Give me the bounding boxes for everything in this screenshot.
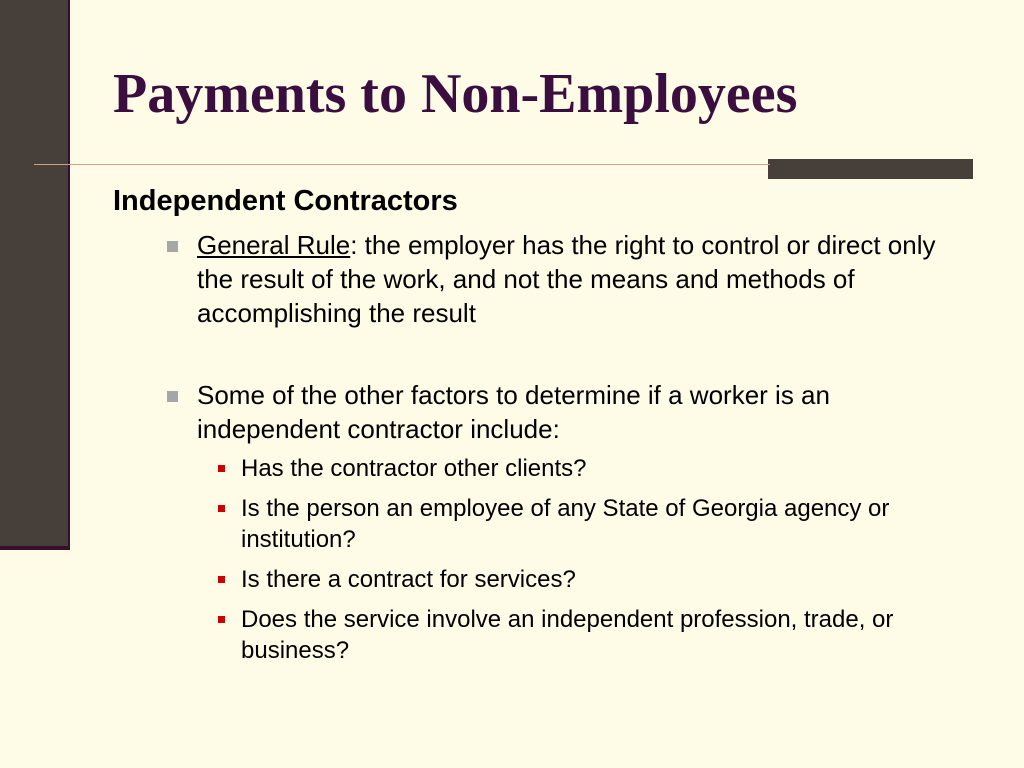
sub-bullet-item <box>241 604 961 666</box>
slide-title: Payments to Non-Employees <box>113 63 798 125</box>
sub-bullet-text: Is there a contract for services? <box>241 566 576 593</box>
small-square-bullet-icon <box>218 616 225 623</box>
square-bullet-icon <box>167 241 178 252</box>
section-heading: Independent Contractors <box>113 185 458 217</box>
sub-bullet-item <box>241 564 961 595</box>
right-accent-block <box>768 159 973 179</box>
sub-bullet-text: Does the service involve an independent profession, trade, or business? <box>241 606 894 664</box>
sub-bullet-item <box>241 493 961 555</box>
other-factors-text: Some of the other factors to determine if a worker is an independent contractor include: <box>197 380 830 444</box>
title-divider <box>34 164 770 165</box>
sub-bullet-item <box>241 453 961 484</box>
left-accent-bar <box>0 0 70 550</box>
small-square-bullet-icon <box>218 505 225 512</box>
sub-bullet-text: Is the person an employee of any State of Georgia agency or institution? <box>241 495 890 553</box>
bullet-item-general-rule <box>197 228 977 330</box>
small-square-bullet-icon <box>218 576 225 583</box>
sub-bullet-text: Has the contractor other clients? <box>241 455 587 482</box>
small-square-bullet-icon <box>218 465 225 472</box>
general-rule-label: General Rule <box>197 230 351 260</box>
square-bullet-icon <box>167 391 178 402</box>
bullet-item-other-factors <box>197 378 977 446</box>
general-rule-text: : the employer has the right to control or direct only the result of the work, and not the means and methods of accomplishing the result <box>197 230 936 328</box>
